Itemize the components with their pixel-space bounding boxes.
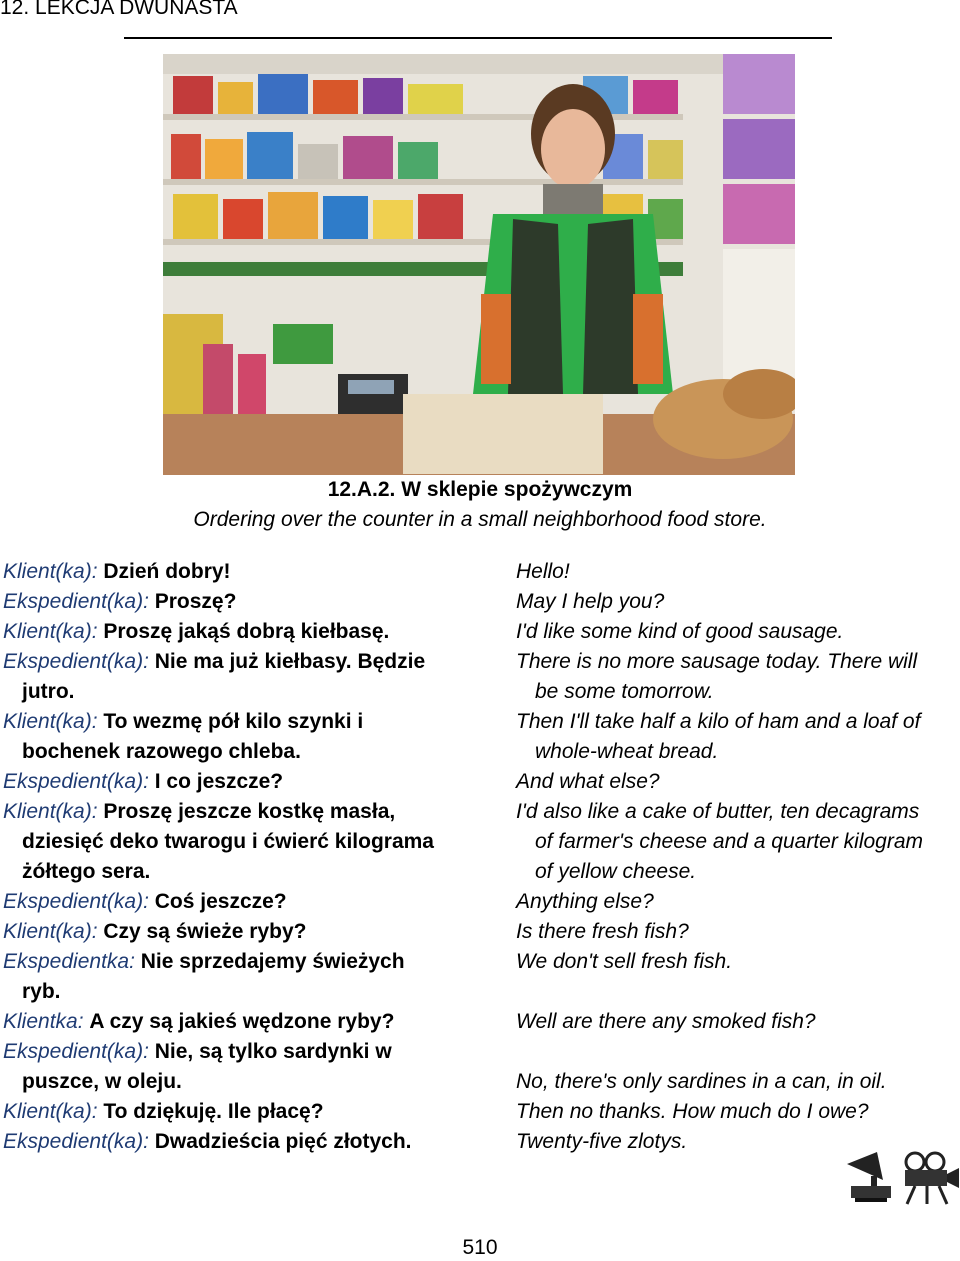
polish-text: Nie sprzedajemy świeżych: [140, 950, 405, 973]
dialogue-line-polish: [3, 647, 473, 677]
dialogue-line-english: May I help you?: [516, 590, 665, 613]
speaker-label: Ekspedient(ka):: [3, 590, 155, 613]
polish-text: ryb.: [22, 980, 61, 1003]
speaker-label: Ekspedientka:: [3, 950, 141, 973]
dialogue-line-polish: [3, 1097, 473, 1127]
section-title: 12.A.2. W sklepie spożywczym: [327, 478, 633, 501]
polish-text: dziesięć deko twarogu i ćwierć kilograma: [22, 830, 434, 853]
dialogue-line-english: [516, 977, 956, 1007]
dialogue-line-english: be some tomorrow.: [535, 680, 714, 703]
dialogue-line-english: Twenty-five zlotys.: [516, 1130, 688, 1153]
speaker-label: Ekspedient(ka):: [3, 1130, 155, 1153]
speaker-label: Ekspedient(ka):: [3, 650, 155, 673]
polish-text: Proszę jeszcze kostkę masła,: [103, 800, 396, 823]
dialogue-line-polish: [3, 917, 473, 947]
polish-text: Nie, są tylko sardynki w: [154, 1040, 392, 1063]
polish-text: jutro.: [22, 680, 75, 703]
film-camera-icon: [905, 1153, 959, 1204]
store-photo: [163, 54, 795, 475]
dialogue-line-polish: [3, 767, 473, 797]
speaker-label: Ekspedient(ka):: [3, 890, 155, 913]
dialogue-line-english: [516, 1037, 956, 1067]
header-divider: [124, 37, 832, 39]
dialogue-line-english: No, there's only sardines in a can, in oil.: [516, 1070, 887, 1093]
dialogue-line-english: I'd also like a cake of butter, ten decagrams: [516, 800, 920, 823]
polish-text: To dziękuję. Ile płacę?: [103, 1100, 324, 1123]
dialogue-line-polish: [3, 737, 473, 767]
dialogue-line-polish: [3, 1037, 473, 1067]
dialogue-line-polish: [3, 587, 473, 617]
dialogue-line-polish: [3, 707, 473, 737]
dialogue-line-english: Is there fresh fish?: [516, 920, 689, 943]
polish-text: Dwadzieścia pięć złotych.: [154, 1130, 412, 1153]
polish-text: żółtego sera.: [22, 860, 151, 883]
polish-text: bochenek razowego chleba.: [22, 740, 301, 763]
dialogue-line-polish: [3, 797, 473, 827]
polish-text: Dzień dobry!: [103, 560, 231, 583]
dialogue-line-polish: [3, 887, 473, 917]
speaker-label: Klient(ka):: [3, 920, 104, 943]
dialogue-line-polish: [3, 677, 473, 707]
dialogue-line-english: There is no more sausage today. There will: [516, 650, 918, 673]
polish-dialogue: [3, 557, 473, 1157]
chapter-title: 12. LEKCJA DWUNASTA: [0, 0, 238, 19]
dialogue-line-english: of yellow cheese.: [535, 860, 697, 883]
section-subtitle: Ordering over the counter in a small neighborhood food store.: [193, 508, 767, 531]
polish-text: puszce, w oleju.: [22, 1070, 182, 1093]
speaker-label: Klient(ka):: [3, 1100, 104, 1123]
dialogue-line-polish: [3, 1127, 473, 1157]
speaker-label: Klient(ka):: [3, 560, 104, 583]
polish-text: Nie ma już kiełbasy. Będzie: [154, 650, 426, 673]
speaker-label: Ekspedient(ka):: [3, 1040, 155, 1063]
dialogue-line-english: Hello!: [516, 560, 570, 583]
dialogue-line-english: Anything else?: [516, 890, 654, 913]
gramophone-icon: [847, 1152, 891, 1202]
dialogue-line-polish: [3, 557, 473, 587]
dialogue-line-english: of farmer's cheese and a quarter kilogram: [535, 830, 924, 853]
dialogue-line-polish: [3, 977, 473, 1007]
speaker-label: Klient(ka):: [3, 710, 104, 733]
dialogue-line-polish: [3, 1007, 473, 1037]
speaker-label: Klient(ka):: [3, 620, 104, 643]
dialogue-line-polish: [3, 857, 473, 887]
dialogue-line-polish: [3, 617, 473, 647]
dialogue-line-english: Then no thanks. How much do I owe?: [516, 1100, 869, 1123]
speaker-label: Ekspedient(ka):: [3, 770, 155, 793]
dialogue-line-english: And what else?: [516, 770, 660, 793]
dialogue-line-english: We don't sell fresh fish.: [516, 950, 733, 973]
polish-text: Czy są świeże ryby?: [103, 920, 307, 943]
polish-text: Proszę?: [154, 590, 237, 613]
english-translation: [516, 557, 956, 1157]
dialogue-line-english: Well are there any smoked fish?: [516, 1010, 816, 1033]
polish-text: A czy są jakieś wędzone ryby?: [89, 1010, 395, 1033]
polish-text: To wezmę pół kilo szynki i: [103, 710, 364, 733]
speaker-label: Klient(ka):: [3, 800, 104, 823]
page-number: 510: [462, 1236, 498, 1259]
speaker-label: Klientka:: [3, 1010, 90, 1033]
dialogue-line-polish: [3, 947, 473, 977]
media-icons: [843, 1150, 960, 1206]
polish-text: Proszę jakąś dobrą kiełbasę.: [103, 620, 390, 643]
dialogue-line-english: whole-wheat bread.: [535, 740, 719, 763]
dialogue-line-polish: [3, 1067, 473, 1097]
polish-text: Coś jeszcze?: [154, 890, 287, 913]
polish-text: I co jeszcze?: [154, 770, 284, 793]
dialogue-line-english: Then I'll take half a kilo of ham and a loaf of: [516, 710, 921, 733]
dialogue-line-english: I'd like some kind of good sausage.: [516, 620, 844, 643]
dialogue-line-polish: [3, 827, 473, 857]
